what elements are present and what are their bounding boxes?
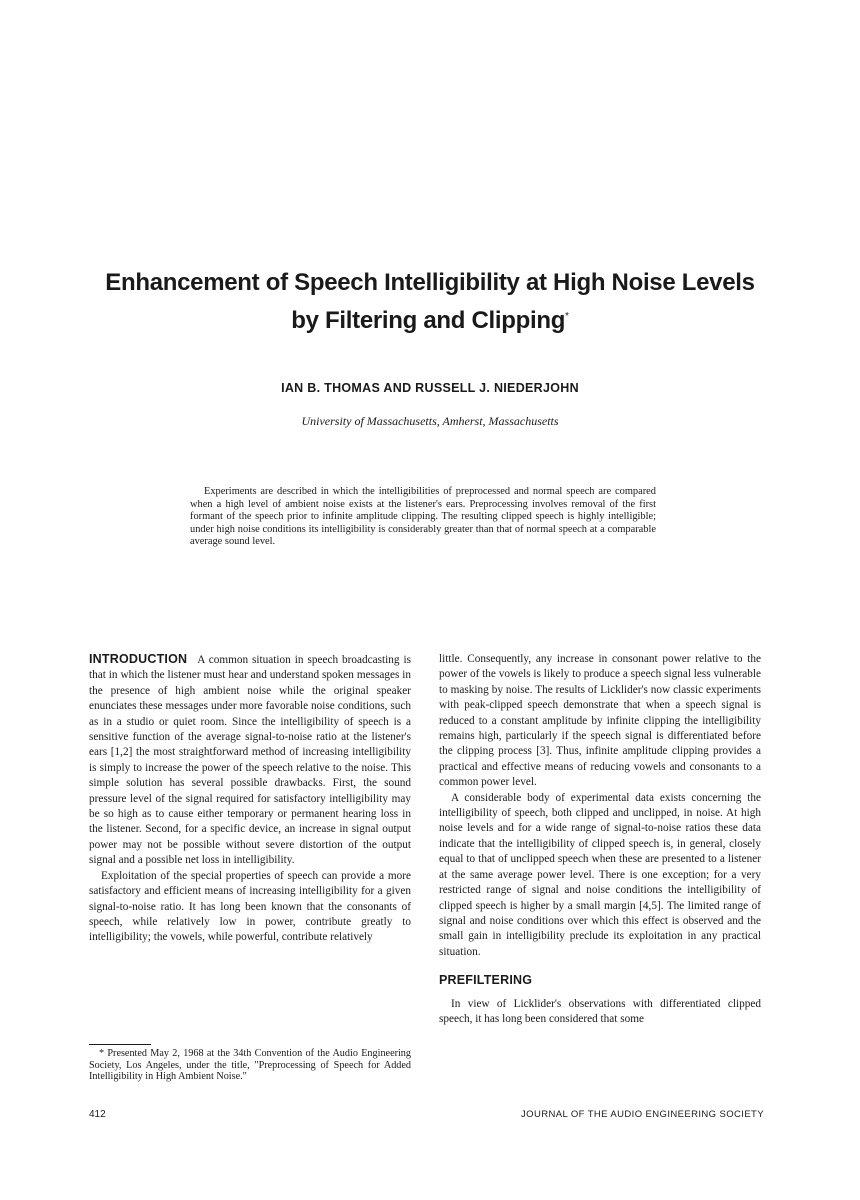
article-title: [60, 266, 800, 338]
left-column: [89, 652, 411, 946]
right-column: [439, 652, 761, 1027]
page-number: 412: [89, 1109, 106, 1120]
intro-paragraph-4: A considerable body of experimental data exists concerning the intelligibility of speech, both clipped and unclipped, in noise. At high noise levels and for a wide range of signal-to-noise ratios these data indicate that the intelligibility of clipped speech is, in general, closely equal to that of unclipped speech when these are presented to a listener at the same average power level. There is one exception; for a very restricted range of signal and noise conditions the intelligibility of clipped speech is higher by a small margin [4,5]. The limited range of signal and noise conditions over which this effect is observed and the small gain in intelligibility preclude its exploitation in any practical situation.: [439, 791, 761, 958]
prefiltering-paragraph-1: In view of Licklider's observations with differentiated clipped speech, it has long been considered that some: [439, 997, 761, 1025]
intro-paragraph-2: Exploitation of the special properties of speech can provide a more satisfactory and efficient means of increasing intelligibility for a given signal-to-noise ratio. It has long been known that the consonants of speech, while relatively low in power, contribute greatly to intelligibility; the vowels, while powerful, contribute relatively: [89, 869, 411, 944]
author-line: IAN B. THOMAS AND RUSSELL J. NIEDERJOHN: [281, 381, 579, 395]
introduction-heading: INTRODUCTION: [89, 652, 188, 666]
title-line-2: [60, 300, 800, 338]
footnote-rule: [89, 1044, 151, 1045]
intro-paragraph-3: little. Consequently, any increase in consonant power relative to the power of the vowels is likely to produce a speech signal less vulnerable to masking by noise. The results of Licklider's now classic experiments with peak-clipped speech demonstrate that when a speech signal is reduced to a constant amplitude by infinite clipping the intelligibility remains high, particularly if the speech signal is differentiated before the clipping process [3]. Thus, infinite amplitude clipping provides a practical and effective means of reducing vowels and consonants to a common power level.: [439, 653, 761, 789]
prefiltering-heading: PREFILTERING: [439, 973, 533, 988]
title-line-1: Enhancement of Speech Intelligibility at High Noise Levels: [105, 269, 755, 296]
abstract: Experiments are described in which the intelligibilities of preprocessed and normal speech are compared when a high level of ambient noise exists at the listener's ears. Preprocessing involves removal of the first formant of the speech prior to infinite amplitude clipping. The resulting clipped speech is highly intelligible; under high noise conditions its intelligibility is considerably greater than that of normal speech at a comparable average sound level.: [190, 486, 656, 548]
affiliation: University of Massachusetts, Amherst, Massachusetts: [301, 414, 559, 428]
intro-paragraph-1-text: A common situation in speech broadcasting is that in which the listener must hear and understand spoken messages in the presence of high ambient noise while the original speaker enunciates these messages under more favorable noise conditions, such as in a studio or quiet room. Since the intelligibility of speech is a sensitive function of the average signal-to-noise ratio at the listener's ears [1,2] the most straightforward method of increasing intelligibility is simply to increase the power of the speech relative to the noise. This simple solution has several possible drawbacks. First, the sound pressure level of the signal required for satisfactory intelligibility may be so high as to cause either temporary or permanent hearing loss in the listener. Second, for a specific device, an increase in signal output power may not be possible without severe distortion of the output signal and a possible net loss in intelligibility.: [89, 654, 411, 867]
title-line-2-text: by Filtering and Clipping: [291, 307, 566, 334]
footnote: * Presented May 2, 1968 at the 34th Convention of the Audio Engineering Society, Los Angeles, under the title, "Preprocessing of Speech for Added Intelligibility in High Ambient Noise.": [89, 1048, 411, 1083]
journal-name: JOURNAL OF THE AUDIO ENGINEERING SOCIETY: [521, 1109, 764, 1120]
title-footnote-mark: *: [565, 311, 569, 322]
intro-paragraph-1: [89, 652, 411, 869]
